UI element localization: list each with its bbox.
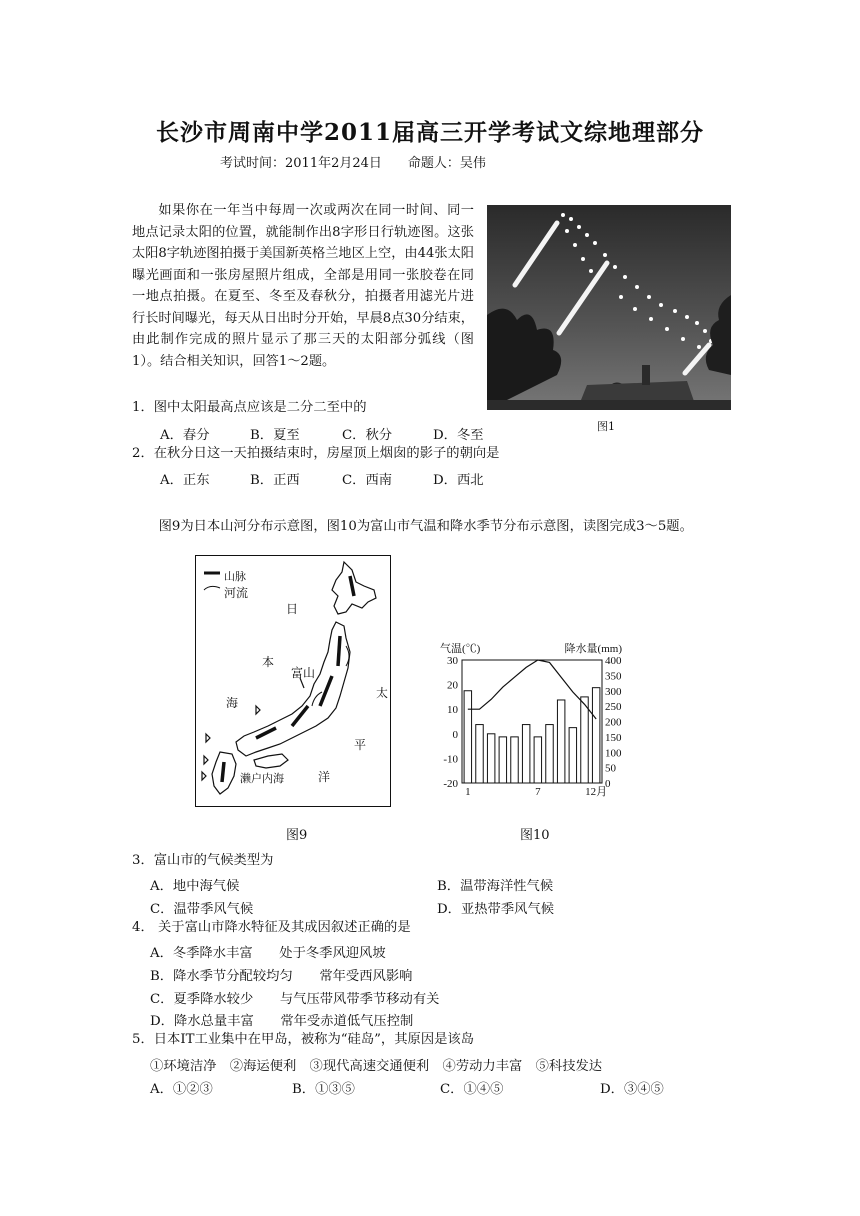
page-title: 长沙市周南中学2011届高三开学考试文综地理部分	[155, 119, 704, 146]
sea-label-3: 海	[226, 696, 239, 710]
q4-option-c: C．夏季降水较少 与气压带风带季节移动有关	[150, 992, 440, 1007]
exam-info: 考试时间：2011年2月24日 命题人：吴伟	[220, 156, 486, 171]
question-2-stem: 2．在秋分日这一天拍摄结束时，房屋顶上烟囱的影子的朝向是	[132, 446, 500, 461]
sea-label-2: 本	[262, 655, 275, 669]
q5-option-b: B．①③⑤	[292, 1082, 355, 1097]
temp-tick-label: -20	[443, 778, 458, 790]
q3-option-c: C．温带季风气候	[150, 902, 254, 917]
q3-option-a: A．地中海气候	[150, 879, 240, 894]
precip-tick-label: 50	[605, 762, 616, 775]
x-tick-label: 1	[465, 786, 471, 798]
precip-tick-label: 400	[605, 655, 622, 667]
temperature-line	[468, 660, 596, 719]
fig10-caption: 图10	[520, 828, 550, 843]
temp-tick-label: 0	[452, 728, 458, 741]
precip-tick-label: 100	[605, 747, 622, 760]
precip-tick-label: 200	[605, 716, 622, 729]
precip-bar	[546, 725, 553, 783]
precip-bar	[581, 697, 588, 783]
q5-option-d: D．③④⑤	[600, 1082, 664, 1097]
precip-bar	[464, 691, 471, 783]
precip-bar	[557, 700, 564, 783]
fig9-caption: 图9	[286, 828, 308, 843]
q1-option-d: D．冬至	[433, 428, 484, 443]
q1-option-a: A．春分	[160, 428, 210, 443]
fig1-caption: 图1	[597, 420, 615, 433]
sea-label-1: 日	[286, 602, 299, 616]
city-label-toyama: 富山	[291, 666, 316, 680]
precip-tick-label: 150	[605, 731, 622, 744]
precip-bar	[487, 734, 494, 783]
q3-option-b: B．温带海洋性气候	[437, 879, 554, 894]
japan-map	[195, 555, 391, 807]
precip-tick-label: 350	[605, 670, 622, 683]
q2-option-a: A．正东	[160, 473, 210, 488]
question-3-stem: 3．富山市的气候类型为	[132, 853, 274, 868]
temp-tick-label: 20	[447, 679, 458, 692]
q3-option-d: D．亚热带季风气候	[437, 902, 555, 917]
intro-paragraph: 如果你在一年当中每周一次或两次在同一时间、同一地点记录太阳的位置，就能制作出8字形日行轨迹图。这张太阳8字轨迹图拍摄于美国新英格兰地区上空，由44张太阳曝光画面和一张房屋照片组成，全部是用同一张胶卷在同一地点拍摄。在夏至、冬至及春秋分，拍摄者用滤光片进行长时间曝光，每天从日出时分开始，早晨8点30分结束，由此制作完成的照片显示了那三天的太阳部分弧线（图1）。结合相关知识，回答1～2题。	[132, 203, 474, 369]
temp-tick-label: 10	[447, 704, 458, 717]
y-axis-label-right: 降水量(mm)	[564, 643, 622, 655]
q4-option-d: D．降水总量丰富 常年受赤道低气压控制	[150, 1014, 414, 1029]
pacific-label-3: 洋	[318, 770, 331, 784]
precip-bar	[592, 688, 599, 783]
q4-option-a: A．冬季降水丰富 处于冬季风迎风坡	[150, 946, 386, 961]
q4-option-b: B．降水季节分配较均匀 常年受西风影响	[150, 969, 413, 984]
q5-option-a: A．①②③	[150, 1082, 213, 1097]
q2-option-b: B．正西	[250, 473, 300, 488]
x-tick-label: 7	[535, 786, 541, 798]
x-tick-label: 12月	[585, 786, 608, 798]
precip-bar	[511, 737, 518, 783]
question-4-stem: 4． 关于富山市降水特征及其成因叙述正确的是	[132, 920, 411, 935]
temp-tick-label: 30	[447, 655, 458, 667]
precip-bar	[476, 725, 483, 783]
precip-tick-label: 300	[605, 685, 622, 698]
analemma-photo	[487, 205, 731, 410]
precip-bar	[522, 725, 529, 783]
question-1-stem: 1．图中太阳最高点应该是二分二至中的	[132, 400, 367, 415]
pacific-label-2: 平	[354, 738, 367, 752]
precip-bar	[499, 737, 506, 783]
precip-tick-label: 250	[605, 701, 622, 714]
precip-bar	[534, 737, 541, 783]
q5-items: ①环境洁净 ②海运便利 ③现代高速交通便利 ④劳动力丰富 ⑤科技发达	[150, 1059, 603, 1074]
legend-river-label: 河流	[224, 586, 249, 600]
temp-tick-label: -10	[443, 753, 458, 766]
q1-option-c: C．秋分	[342, 428, 393, 443]
q2-option-c: C．西南	[342, 473, 393, 488]
section-2-intro: 图9为日本山河分布示意图，图10为富山市气温和降水季节分布示意图，读图完成3～5题。	[158, 519, 693, 534]
q5-option-c: C．①④⑤	[440, 1082, 504, 1097]
inland-sea-label: 濑户内海	[240, 772, 284, 785]
pacific-label-1: 太	[376, 686, 389, 700]
q2-option-d: D．西北	[433, 473, 484, 488]
question-5-stem: 5．日本IT工业集中在甲岛，被称为“硅岛”，其原因是该岛	[132, 1032, 475, 1047]
precip-tick-label: 0	[605, 778, 611, 790]
precip-bar	[569, 728, 576, 783]
q1-option-b: B．夏至	[250, 428, 300, 443]
legend-mountain-label: 山脉	[224, 570, 246, 583]
climate-chart	[430, 638, 640, 803]
y-axis-label-left: 气温(℃)	[440, 643, 481, 655]
